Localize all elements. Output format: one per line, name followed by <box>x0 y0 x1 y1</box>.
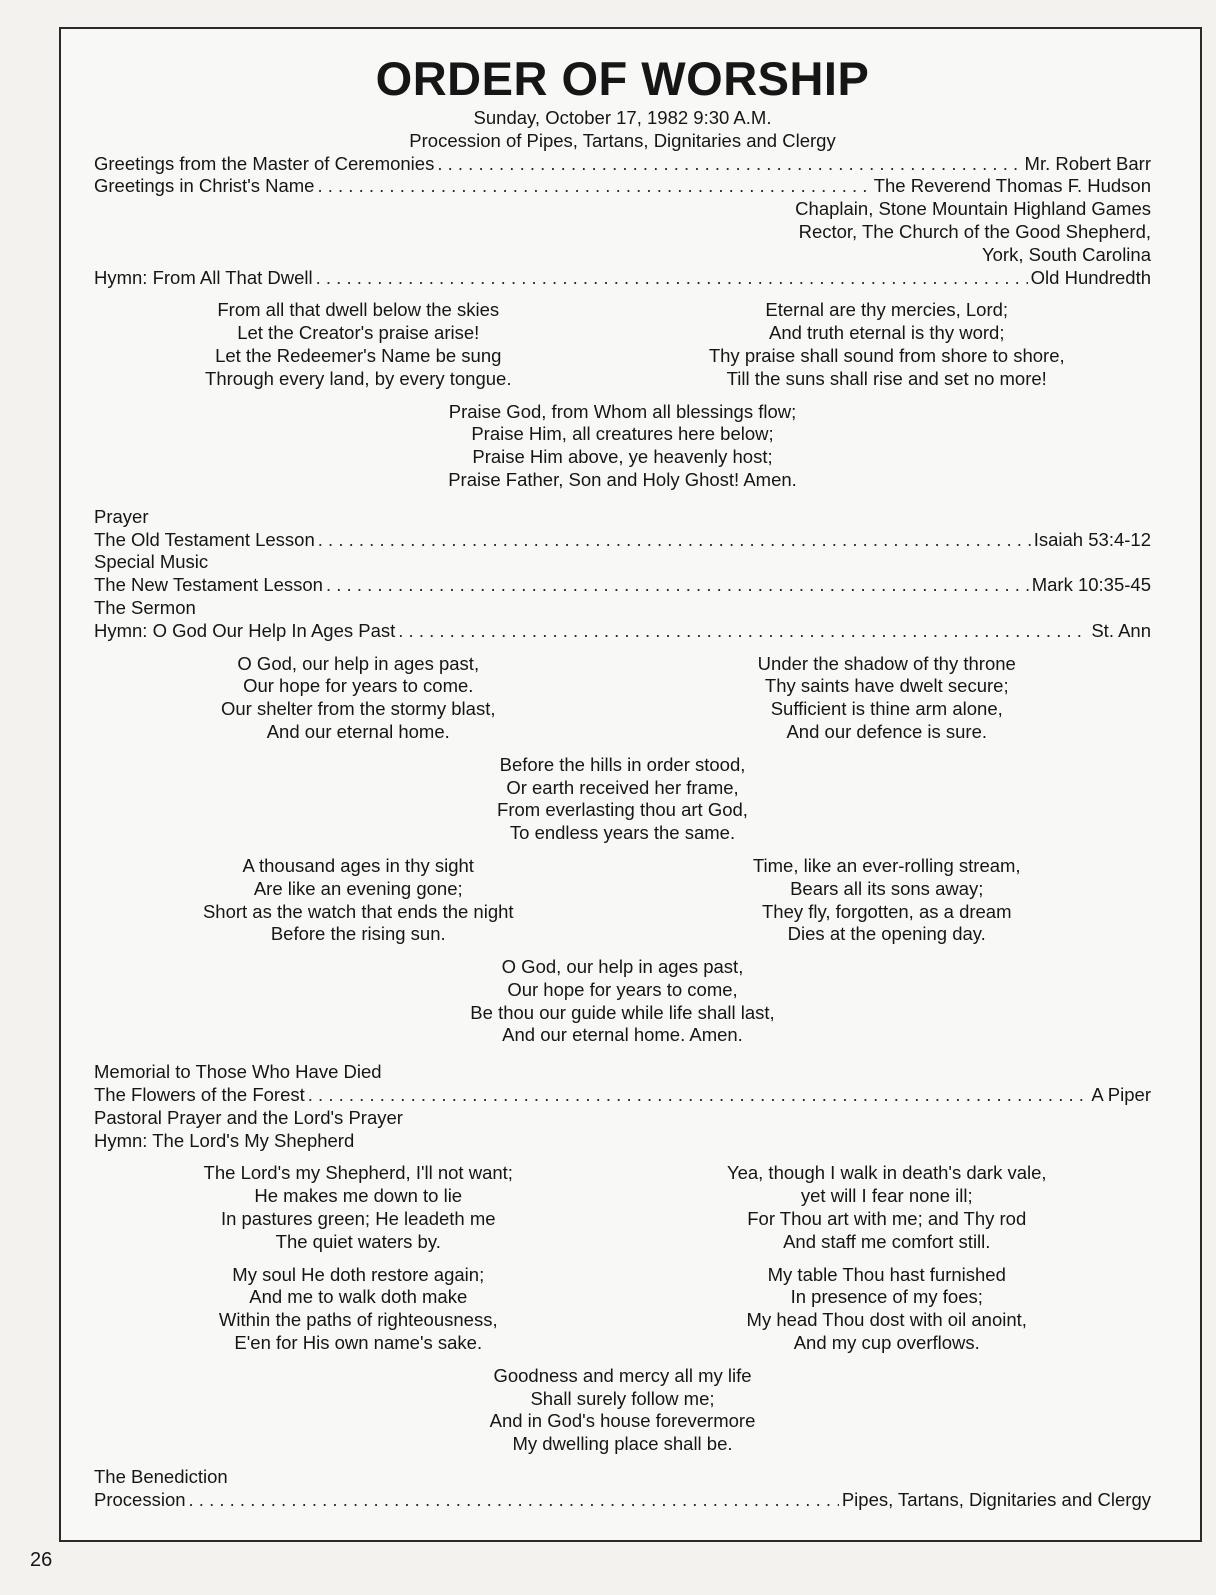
verse-line: He makes me down to lie <box>254 1185 463 1207</box>
hymn3-title: Hymn: The Lord's My Shepherd <box>94 1129 355 1151</box>
verse-line: From all that dwell below the skies <box>217 299 500 321</box>
nt-lesson-label: The New Testament Lesson <box>94 574 323 596</box>
sermon-item: The Sermon <box>94 596 196 618</box>
leader-dots <box>318 529 1031 552</box>
nt-lesson-row <box>94 574 1151 597</box>
hymn1-verse-right <box>623 299 1152 390</box>
pastoral-item: Pastoral Prayer and the Lord's Prayer <box>94 1106 403 1128</box>
verse-line: My table Thou hast furnished <box>767 1263 1006 1285</box>
hymn2-verse-3-right <box>623 855 1152 946</box>
verse-line: Time, like an ever-rolling stream, <box>752 854 1021 876</box>
hudson-title-2: Rector, The Church of the Good Shepherd, <box>798 220 1151 242</box>
verse-line: A thousand ages in thy sight <box>242 854 474 876</box>
verse-line: My head Thou dost with oil anoint, <box>746 1309 1027 1331</box>
verse-line: Our hope for years to come, <box>507 978 738 1000</box>
verse-line: Let the Creator's praise arise! <box>237 322 480 344</box>
hymn2-verse-3-left <box>94 855 623 946</box>
verse-line: Praise Father, Son and Holy Ghost! Amen. <box>448 468 797 490</box>
verse-line: Dies at the opening day. <box>787 923 986 945</box>
hymn3-verse-1-left <box>94 1162 623 1253</box>
hymn3-verse-3 <box>94 1365 1151 1456</box>
ot-lesson-row <box>94 529 1151 552</box>
ot-lesson-label: The Old Testament Lesson <box>94 528 315 550</box>
page-number: 26 <box>30 1549 53 1571</box>
verse-line: Through every land, by every tongue. <box>205 367 512 389</box>
doxology <box>94 401 1151 492</box>
hymn2-row <box>94 620 1151 643</box>
verse-line: Praise God, from Whom all blessings flow; <box>448 400 797 422</box>
hymn1-tune: Old Hundredth <box>1030 266 1151 288</box>
verse-line: The Lord's my Shepherd, I'll not want; <box>203 1162 513 1184</box>
procession-line: Procession of Pipes, Tartans, Dignitaries and Clergy <box>409 129 836 151</box>
verse-line: Thy saints have dwelt secure; <box>764 675 1009 697</box>
verse-line: Short as the watch that ends the night <box>202 900 514 922</box>
verse-line: My dwelling place shall be. <box>512 1433 733 1455</box>
verse-line: Within the paths of righteousness, <box>218 1309 498 1331</box>
leader-dots <box>437 153 1021 176</box>
hymn2-verse-1-right <box>623 653 1152 744</box>
leader-dots <box>317 175 870 198</box>
verse-line: And our defence is sure. <box>786 720 988 742</box>
verse-line: They fly, forgotten, as a dream <box>761 900 1012 922</box>
verse-line: From everlasting thou art God, <box>497 799 748 821</box>
order-of-worship <box>94 29 1151 1512</box>
verse-line: Before the hills in order stood, <box>499 753 746 775</box>
memorial-item: Memorial to Those Who Have Died <box>94 1061 382 1083</box>
verse-line: And staff me comfort still. <box>783 1230 991 1252</box>
hymn1-title: Hymn: From All That Dwell <box>94 266 313 288</box>
date-line: Sunday, October 17, 1982 9:30 A.M. <box>473 107 772 128</box>
hymn3-verse-1-right <box>623 1162 1152 1253</box>
page-frame <box>59 27 1202 1542</box>
verse-line: Shall surely follow me; <box>530 1387 715 1409</box>
verse-line: And my cup overflows. <box>793 1332 980 1354</box>
verse-line: O God, our help in ages past, <box>501 956 744 978</box>
page-title: ORDER OF WORSHIP <box>375 52 870 105</box>
procession-label: Procession <box>94 1488 186 1510</box>
greetings-master-row <box>94 153 1151 176</box>
flowers-row <box>94 1084 1151 1107</box>
hymn2-verse-3 <box>94 855 1151 946</box>
leader-dots <box>398 620 1088 643</box>
ot-lesson-ref: Isaiah 53:4-12 <box>1033 528 1151 550</box>
hymn3-verse-1 <box>94 1162 1151 1253</box>
verse-line: Under the shadow of thy throne <box>757 652 1016 674</box>
procession-participants: Pipes, Tartans, Dignitaries and Clergy <box>841 1488 1151 1510</box>
verse-line: O God, our help in ages past, <box>237 652 480 674</box>
verse-line: Or earth received her frame, <box>506 776 739 798</box>
verse-line: The quiet waters by. <box>275 1230 441 1252</box>
verse-line: Thy praise shall sound from shore to shore, <box>708 344 1065 366</box>
flowers-label: The Flowers of the Forest <box>94 1084 305 1106</box>
hymn2-verse-2 <box>94 754 1151 845</box>
verse-line: In pastures green; He leadeth me <box>220 1208 496 1230</box>
verse-line: Before the rising sun. <box>270 923 446 945</box>
hymn2-verse-1 <box>94 653 1151 744</box>
verse-line: And me to walk doth make <box>249 1286 468 1308</box>
verse-line: And our eternal home. <box>266 720 450 742</box>
hymn3-verse-2-right <box>623 1264 1152 1355</box>
benediction-item: The Benediction <box>94 1466 228 1488</box>
nt-lesson-ref: Mark 10:35-45 <box>1031 574 1151 596</box>
verse-line: Our hope for years to come. <box>243 675 474 697</box>
verse-line: My soul He doth restore again; <box>232 1263 485 1285</box>
hymn2-verse-4 <box>94 956 1151 1047</box>
verse-line: Our shelter from the stormy blast, <box>220 698 496 720</box>
hymn3-verse-2-left <box>94 1264 623 1355</box>
verse-line: And in God's house forevermore <box>489 1410 756 1432</box>
verse-line: For Thou art with me; and Thy rod <box>747 1208 1027 1230</box>
verse-line: yet will I fear none ill; <box>800 1185 973 1207</box>
verse-line: Praise Him above, ye heavenly host; <box>472 446 773 468</box>
hymn1-verse-left <box>94 299 623 390</box>
leader-dots <box>326 574 1029 597</box>
verse-line: To endless years the same. <box>509 822 736 844</box>
leader-dots <box>189 1489 839 1512</box>
procession-row <box>94 1489 1151 1512</box>
verse-line: Praise Him, all creatures here below; <box>471 423 774 445</box>
verse-line: And truth eternal is thy word; <box>769 322 1005 344</box>
prayer-item: Prayer <box>94 505 149 527</box>
verse-line: Yea, though I walk in death's dark vale, <box>726 1162 1047 1184</box>
verse-line: Goodness and mercy all my life <box>493 1364 752 1386</box>
hudson-title-1: Chaplain, Stone Mountain Highland Games <box>795 198 1151 220</box>
verse-line: Eternal are thy mercies, Lord; <box>765 299 1009 321</box>
hymn1-verses <box>94 299 1151 390</box>
greetings-master-name: Mr. Robert Barr <box>1024 152 1151 174</box>
verse-line: E'en for His own name's sake. <box>234 1332 483 1354</box>
verse-line: Are like an evening gone; <box>253 877 463 899</box>
hudson-title-3: York, South Carolina <box>981 243 1151 265</box>
verse-line: Till the suns shall rise and set no more! <box>726 367 1047 389</box>
verse-line: Sufficient is thine arm alone, <box>770 698 1003 720</box>
leader-dots <box>308 1084 1089 1107</box>
flowers-performer: A Piper <box>1091 1084 1151 1106</box>
hymn2-tune: St. Ann <box>1091 619 1151 641</box>
special-music-item: Special Music <box>94 551 209 573</box>
greetings-christ-row <box>94 175 1151 198</box>
verse-line: Be thou our guide while life shall last, <box>470 1001 775 1023</box>
hymn2-title: Hymn: O God Our Help In Ages Past <box>94 619 396 641</box>
verse-line: And our eternal home. Amen. <box>502 1024 743 1046</box>
hymn2-verse-1-left <box>94 653 623 744</box>
greetings-christ-label: Greetings in Christ's Name <box>94 175 315 197</box>
greetings-master-label: Greetings from the Master of Ceremonies <box>94 152 435 174</box>
verse-line: In presence of my foes; <box>790 1286 983 1308</box>
hymn3-verse-2 <box>94 1264 1151 1355</box>
verse-line: Let the Redeemer's Name be sung <box>215 344 502 366</box>
verse-line: Bears all its sons away; <box>790 877 984 899</box>
hymn1-row <box>94 267 1151 290</box>
greetings-christ-name: The Reverend Thomas F. Hudson <box>873 175 1151 197</box>
leader-dots <box>316 267 1028 290</box>
